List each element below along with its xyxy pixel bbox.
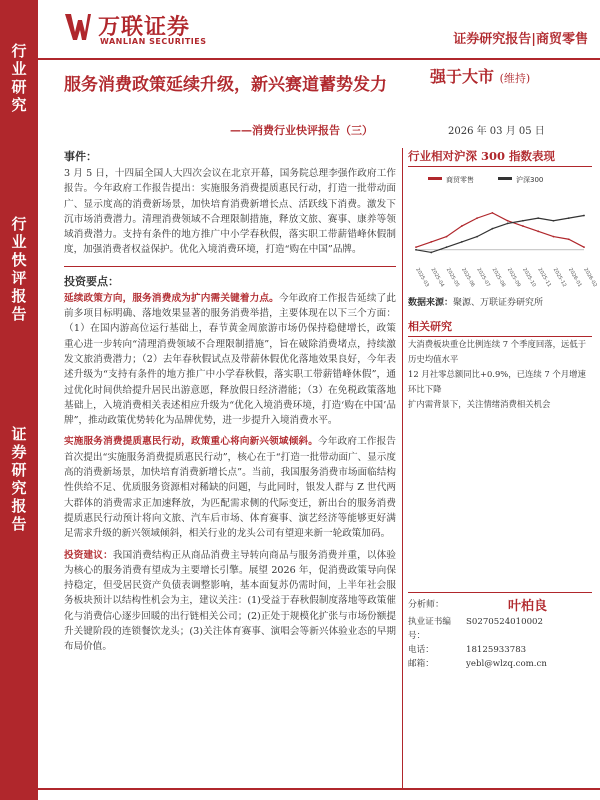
report-date: 2026 年 03 月 05 日 [448, 126, 545, 137]
x-tick-label: 2026-01 [566, 267, 583, 289]
series-point [507, 223, 509, 225]
analyst-name: 叶柏良 [508, 599, 548, 614]
series-point [553, 236, 555, 238]
point-2-headline: 实施服务消费提质惠民行动，政策重心将向新兴领域倾斜。 [64, 436, 319, 448]
x-tick-label: 2025-12 [551, 267, 568, 289]
series-point [446, 246, 448, 248]
series-point [461, 241, 463, 243]
rating-note: (维持) [499, 72, 531, 85]
event-heading: 事件： [64, 150, 97, 163]
main-column [64, 148, 396, 655]
related-research-heading: 相关研究 [408, 318, 592, 337]
series-point [537, 230, 539, 232]
series-point [553, 220, 555, 222]
rating-value: 强于大市 [430, 67, 495, 86]
point-2 [64, 434, 396, 541]
report-title: 服务消费政策延续升级，新兴赛道蓄势发力 [64, 75, 387, 95]
point-2-text: 今年政府工作报告首次提出“实施服务消费提质惠民行动”，核心在于“打造一批带动面广、显示度高的消费新场景，加快培育消费新增长点”。当前，我国服务消费市场面临结构性供给不足、优质服务资源相对稀缺的问题，与此同时，银发人群与 Z 世代两大群体的消费需求正加速释放，为匹配需求侧的代际变迁，新出台的服务消费提质惠民行动预计将向文旅、汽车后市场、体育赛事、演艺经济等能够更好满足需求升级的新兴领域倾斜，相关行业的龙头公司有望迎来新一轮政策加码。 [64, 436, 397, 540]
section-divider [64, 266, 396, 267]
sidebar-label-securities-research: 证 券 研 究 报 告 [11, 425, 27, 533]
series-point [461, 225, 463, 227]
report-category-tag: 证券研究报告|商贸零售 [453, 32, 588, 47]
legend-swatch [498, 177, 512, 180]
point-1-text: 今年政府工作报告延续了此前多项目标明确、落地效果显著的服务消费举措，主要体现在以下三个方面：（1）在国内游高位运行基础上，春节黄金周旅游市场仍保持稳健增长，政策重心进一步转向“清理消费领域不合理限制措施”，旨在破除消费堵点，持续激发文旅消费潜力；（2）去年春秋假试点及带薪休假优化落地效果良好，今年表述升级为“支持有条件的地方推广中小学春秋假，落实职工带薪错峰休假”，通过优化时间供给提升居民出游意愿，释放假日经济潜能；（3）在免税政策落地基础上，入境消费相关表述相应升级为“优化入境消费环境，打造‘购在中国’品牌”，推动政策优势转化为品牌优势，进一步提升入境消费水平。 [64, 292, 396, 427]
series-point [476, 217, 478, 219]
column-divider [402, 148, 403, 788]
performance-chart [408, 171, 598, 291]
analyst-cert-value: S0270524010002 [466, 617, 543, 627]
series-point [537, 217, 539, 219]
series-point [430, 241, 432, 243]
series-point [507, 220, 509, 222]
x-tick-label: 2025-09 [505, 267, 522, 289]
report-subtitle: ——消费行业快评报告（三） [230, 124, 373, 137]
x-tick-label: 2025-10 [521, 267, 537, 289]
analyst-cert-row [408, 615, 592, 643]
series-point [491, 228, 493, 230]
analyst-label: 分析师： [408, 600, 445, 610]
event-text: 3 月 5 日，十四届全国人大四次会议在北京开幕，国务院总理李强作政府工作报告。今年政府工作报告提出：实施服务消费提质惠民行动，打造一批带动面广、显示度高的消费新场景，加快培育消费新增长点、活跃线下消费。激发下沉市场消费潜力。清理消费领域不合理限制措施，释放文旅、赛事、康养等领域消费潜力。支持有条件的地方推广中小学春秋假，落实职工带薪错峰休假制度，加强消费者权益保护。优化入境消费环境，打造“购在中国”品牌。 [64, 168, 396, 256]
chart-source-text: 聚源、万联证券研究所 [453, 298, 544, 308]
analyst-cert-label: 执业证书编号： [408, 617, 451, 641]
series-point [522, 225, 524, 227]
analyst-phone-row [408, 643, 592, 657]
x-tick-label: 2025-08 [490, 267, 507, 289]
point-3-headline: 投资建议： [64, 549, 113, 561]
analyst-email-value[interactable]: yebl@wlzq.com.cn [466, 659, 547, 669]
sidebar-label-industry-research: 行 业 研 究 [11, 42, 27, 114]
series-point [583, 246, 585, 248]
x-tick-label: 2025-11 [536, 267, 553, 289]
series-line [416, 213, 584, 247]
series-line [416, 215, 584, 252]
analyst-phone-value: 18125933783 [466, 645, 527, 655]
point-1 [64, 291, 396, 429]
point-3-text: 我国消费结构正从商品消费主导转向商品与服务消费并重，以体验为核心的服务消费有望成为主要增长引擎。展望 2026 年，促消费政策导向保持稳定，但受居民资产负债表调整影响，基本面复苏仍需时间，上半年社会服务板块预计以结构性机会为主， [64, 549, 397, 607]
analyst-email-label: 邮箱： [408, 659, 434, 669]
series-point [446, 236, 448, 238]
logo-text-cn: 万联证券 [98, 15, 191, 40]
chart-title: 行业相对沪深 300 指数表现 [408, 148, 592, 167]
header-divider [38, 58, 600, 60]
analyst-block [408, 592, 592, 671]
series-point [583, 215, 585, 217]
legend-label: 沪深300 [516, 176, 544, 184]
legend-label: 商贸零售 [446, 176, 474, 184]
chart-source [408, 295, 592, 308]
analyst-header [408, 592, 592, 615]
wanlian-logo-icon [64, 12, 92, 42]
sidebar-label-industry-review: 行 业 快 评 报 告 [11, 215, 27, 323]
point-3 [64, 548, 396, 655]
performance-chart-svg [408, 171, 598, 291]
side-column [408, 148, 598, 412]
chart-source-label: 数据来源： [408, 298, 454, 308]
related-item[interactable]: 12 月社零总额同比+0.9%，已连续 7 个月增速环比下降 [408, 369, 586, 394]
points-heading: 投资要点： [64, 274, 119, 288]
footer-divider [38, 788, 600, 790]
series-point [568, 217, 570, 219]
series-point [476, 236, 478, 238]
logo-text-en: WANLIAN SECURITIES [100, 37, 207, 46]
header [38, 0, 600, 60]
x-tick-label: 2025-05 [444, 267, 461, 289]
series-point [415, 246, 417, 248]
legend-swatch [428, 177, 442, 180]
x-tick-label: 2025-03 [414, 267, 430, 289]
series-point [491, 212, 493, 214]
point-1-headline: 延续政策方向，服务消费成为扩内需关键着力点。 [64, 292, 279, 304]
series-point [415, 249, 417, 251]
x-tick-label: 2026-02 [582, 267, 598, 289]
x-tick-label: 2025-07 [475, 267, 492, 289]
x-tick-label: 2025-06 [460, 267, 476, 289]
series-point [522, 220, 524, 222]
analyst-phone-label: 电话： [408, 645, 434, 655]
series-point [568, 238, 570, 240]
related-item[interactable]: 扩内需背景下，关注情绪消费相关机会 [408, 399, 551, 409]
point-3-advice: 建议关注：(1)受益于春秋假制度落地等政策催化与消费信心逐步回暖的出行链相关公司；(2)正处于规模化扩张与市场份额提升关键阶段的连锁餐饮龙头；(3)关注体育赛事、演唱会等新兴体验业态的早期布局价值。 [64, 595, 397, 653]
analyst-email-row [408, 657, 592, 671]
x-tick-label: 2025-04 [429, 267, 446, 289]
sidebar [0, 0, 38, 800]
rating [430, 64, 530, 87]
series-point [430, 252, 432, 254]
related-item[interactable]: 大消费板块重仓比例连续 7 个季度回落，远低于历史均值水平 [408, 339, 587, 364]
